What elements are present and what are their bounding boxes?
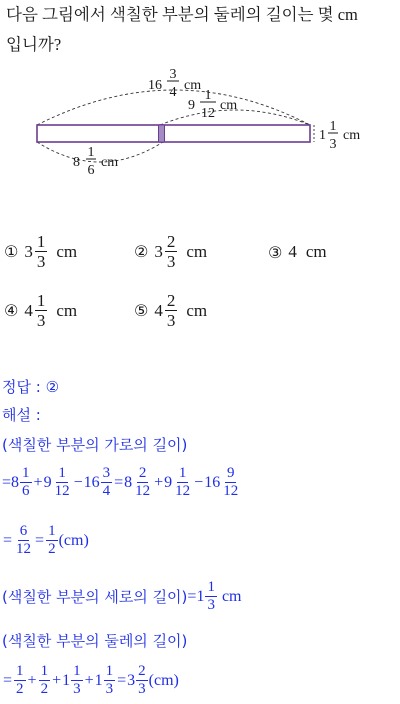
equation-width: = 8 $\frac{1}{6}$ + 9 $\frac{1}{12}$ − 16 $\frac{3}{4}$ = 8 $\frac{2}{12}$ + 9 $\frac{1}{12}$ − 16 $\frac{9}{12}$	[2, 465, 239, 499]
label-width	[319, 119, 360, 152]
label-total	[148, 67, 201, 100]
svg-text:9: 9	[188, 98, 195, 113]
svg-text:1: 1	[329, 119, 337, 134]
svg-text:1: 1	[319, 128, 326, 143]
arc-left-length	[37, 142, 163, 162]
shaded-overlap	[159, 125, 165, 142]
equation-width-result: = $\frac{6}{12}$ = $\frac{1}{2}$ (cm)	[3, 523, 89, 557]
option-4[interactable]: ④ 4 $\frac{1}{3}$ cm	[4, 291, 78, 330]
svg-text:1: 1	[87, 145, 95, 160]
heading-width: (색칠한 부분의 가로의 길이)	[2, 436, 188, 454]
heading-perimeter: (색칠한 부분의 둘레의 길이)	[2, 632, 188, 650]
svg-text:1: 1	[204, 88, 212, 103]
option-4-fraction: $\frac{1}{3}$	[36, 291, 46, 330]
svg-text:8: 8	[73, 155, 80, 170]
figure-diagram	[0, 62, 400, 192]
option-2[interactable]: ② 3 $\frac{2}{3}$ cm	[134, 232, 208, 271]
svg-text:6: 6	[87, 163, 95, 178]
option-1[interactable]: ① 3 $\frac{1}{3}$ cm	[4, 232, 78, 271]
explanation-label: 해설 :	[2, 406, 41, 424]
svg-text:16: 16	[148, 78, 162, 93]
svg-text:3: 3	[169, 67, 177, 82]
option-3[interactable]: ③ 4 cm	[268, 242, 327, 262]
svg-text:cm: cm	[343, 128, 361, 143]
question-line-1: 다음 그림에서 색칠한 부분의 둘레의 길이는 몇 cm	[6, 5, 358, 24]
svg-text:cm: cm	[101, 155, 119, 170]
svg-text:12: 12	[201, 106, 215, 121]
heading-height: (색칠한 부분의 세로의 길이) = 1 $\frac{1}{3}$ cm	[2, 579, 242, 613]
svg-text:3: 3	[329, 137, 337, 152]
option-5-fraction: $\frac{2}{3}$	[166, 291, 176, 330]
option-2-fraction: $\frac{2}{3}$	[166, 232, 176, 271]
option-1-fraction: $\frac{1}{3}$	[36, 232, 46, 271]
question-line-2: 입니까?	[6, 35, 62, 54]
svg-text:cm: cm	[184, 78, 202, 93]
option-5[interactable]: ⑤ 4 $\frac{2}{3}$ cm	[134, 291, 208, 330]
answer-line: 정답 : ②	[2, 377, 60, 396]
svg-text:cm: cm	[220, 98, 238, 113]
left-rectangle	[37, 125, 163, 142]
equation-perimeter: = $\frac{1}{2}$ + $\frac{1}{2}$ + 1 $\frac{1}{3}$ + 1 $\frac{1}{3}$ = 3 $\frac{2}{3}$ (cm)	[3, 663, 179, 697]
right-rectangle	[160, 125, 310, 142]
svg-text:4: 4	[169, 85, 177, 100]
